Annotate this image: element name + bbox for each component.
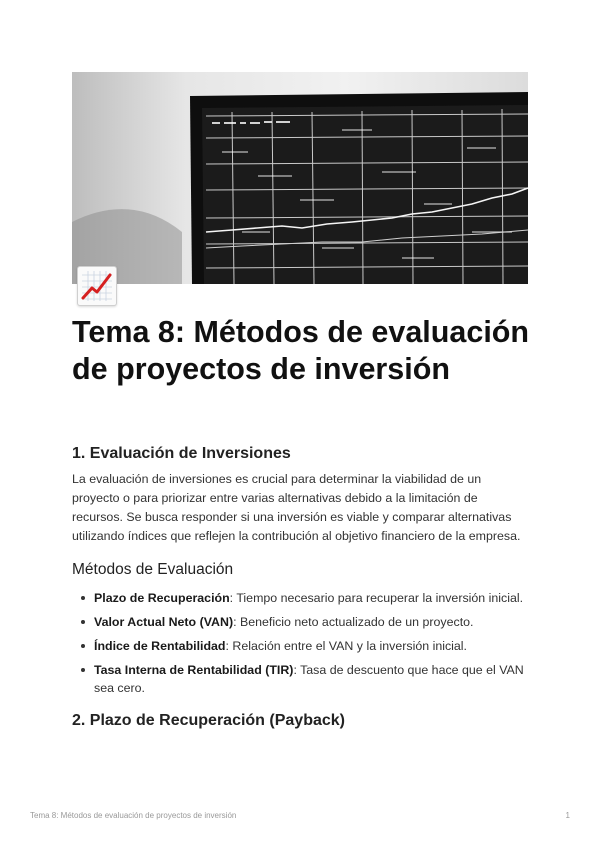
methods-list: [72, 589, 532, 697]
subsection-heading: Métodos de Evaluación: [72, 561, 234, 578]
list-item: [94, 613, 532, 631]
section-heading: 2. Plazo de Recuperación (Payback): [72, 712, 345, 729]
section-paragraph: La evaluación de inversiones es crucial para determinar la viabilidad de un proyecto o para priorizar entre varias alternativas debido a la limitación de recursos. Se busca responder si una inversión es viable y comparar alternativas utilizando índices que reflejen la contribución al objetivo financiero de la empresa.: [72, 472, 521, 543]
chart-increasing-icon: [77, 266, 117, 306]
list-item: [94, 589, 532, 607]
cover-image: [72, 72, 528, 284]
list-item: [94, 637, 532, 655]
main-content: [72, 444, 532, 731]
list-item-desc: : Tiempo necesario para recuperar la inversión inicial.: [229, 591, 524, 605]
section-heading: 1. Evaluación de Inversiones: [72, 445, 291, 462]
list-item-term: Índice de Rentabilidad: [94, 639, 226, 653]
page-number: 1: [565, 811, 570, 820]
list-item-term: Plazo de Recuperación: [94, 591, 230, 605]
list-item-desc: : Beneficio neto actualizado de un proyecto.: [233, 615, 474, 629]
list-item-desc: : Relación entre el VAN y la inversión inicial.: [225, 639, 467, 653]
page-footer: [30, 811, 570, 820]
page-title: Tema 8: Métodos de evaluación de proyectos de inversión: [72, 315, 530, 386]
list-item: [94, 661, 532, 697]
footer-title: Tema 8: Métodos de evaluación de proyectos de inversión: [30, 811, 237, 820]
list-item-term: Valor Actual Neto (VAN): [94, 615, 234, 629]
list-item-desc: : Tasa de descuento que hace que el VAN sea cero.: [94, 663, 524, 695]
list-item-term: Tasa Interna de Rentabilidad (TIR): [94, 663, 294, 677]
